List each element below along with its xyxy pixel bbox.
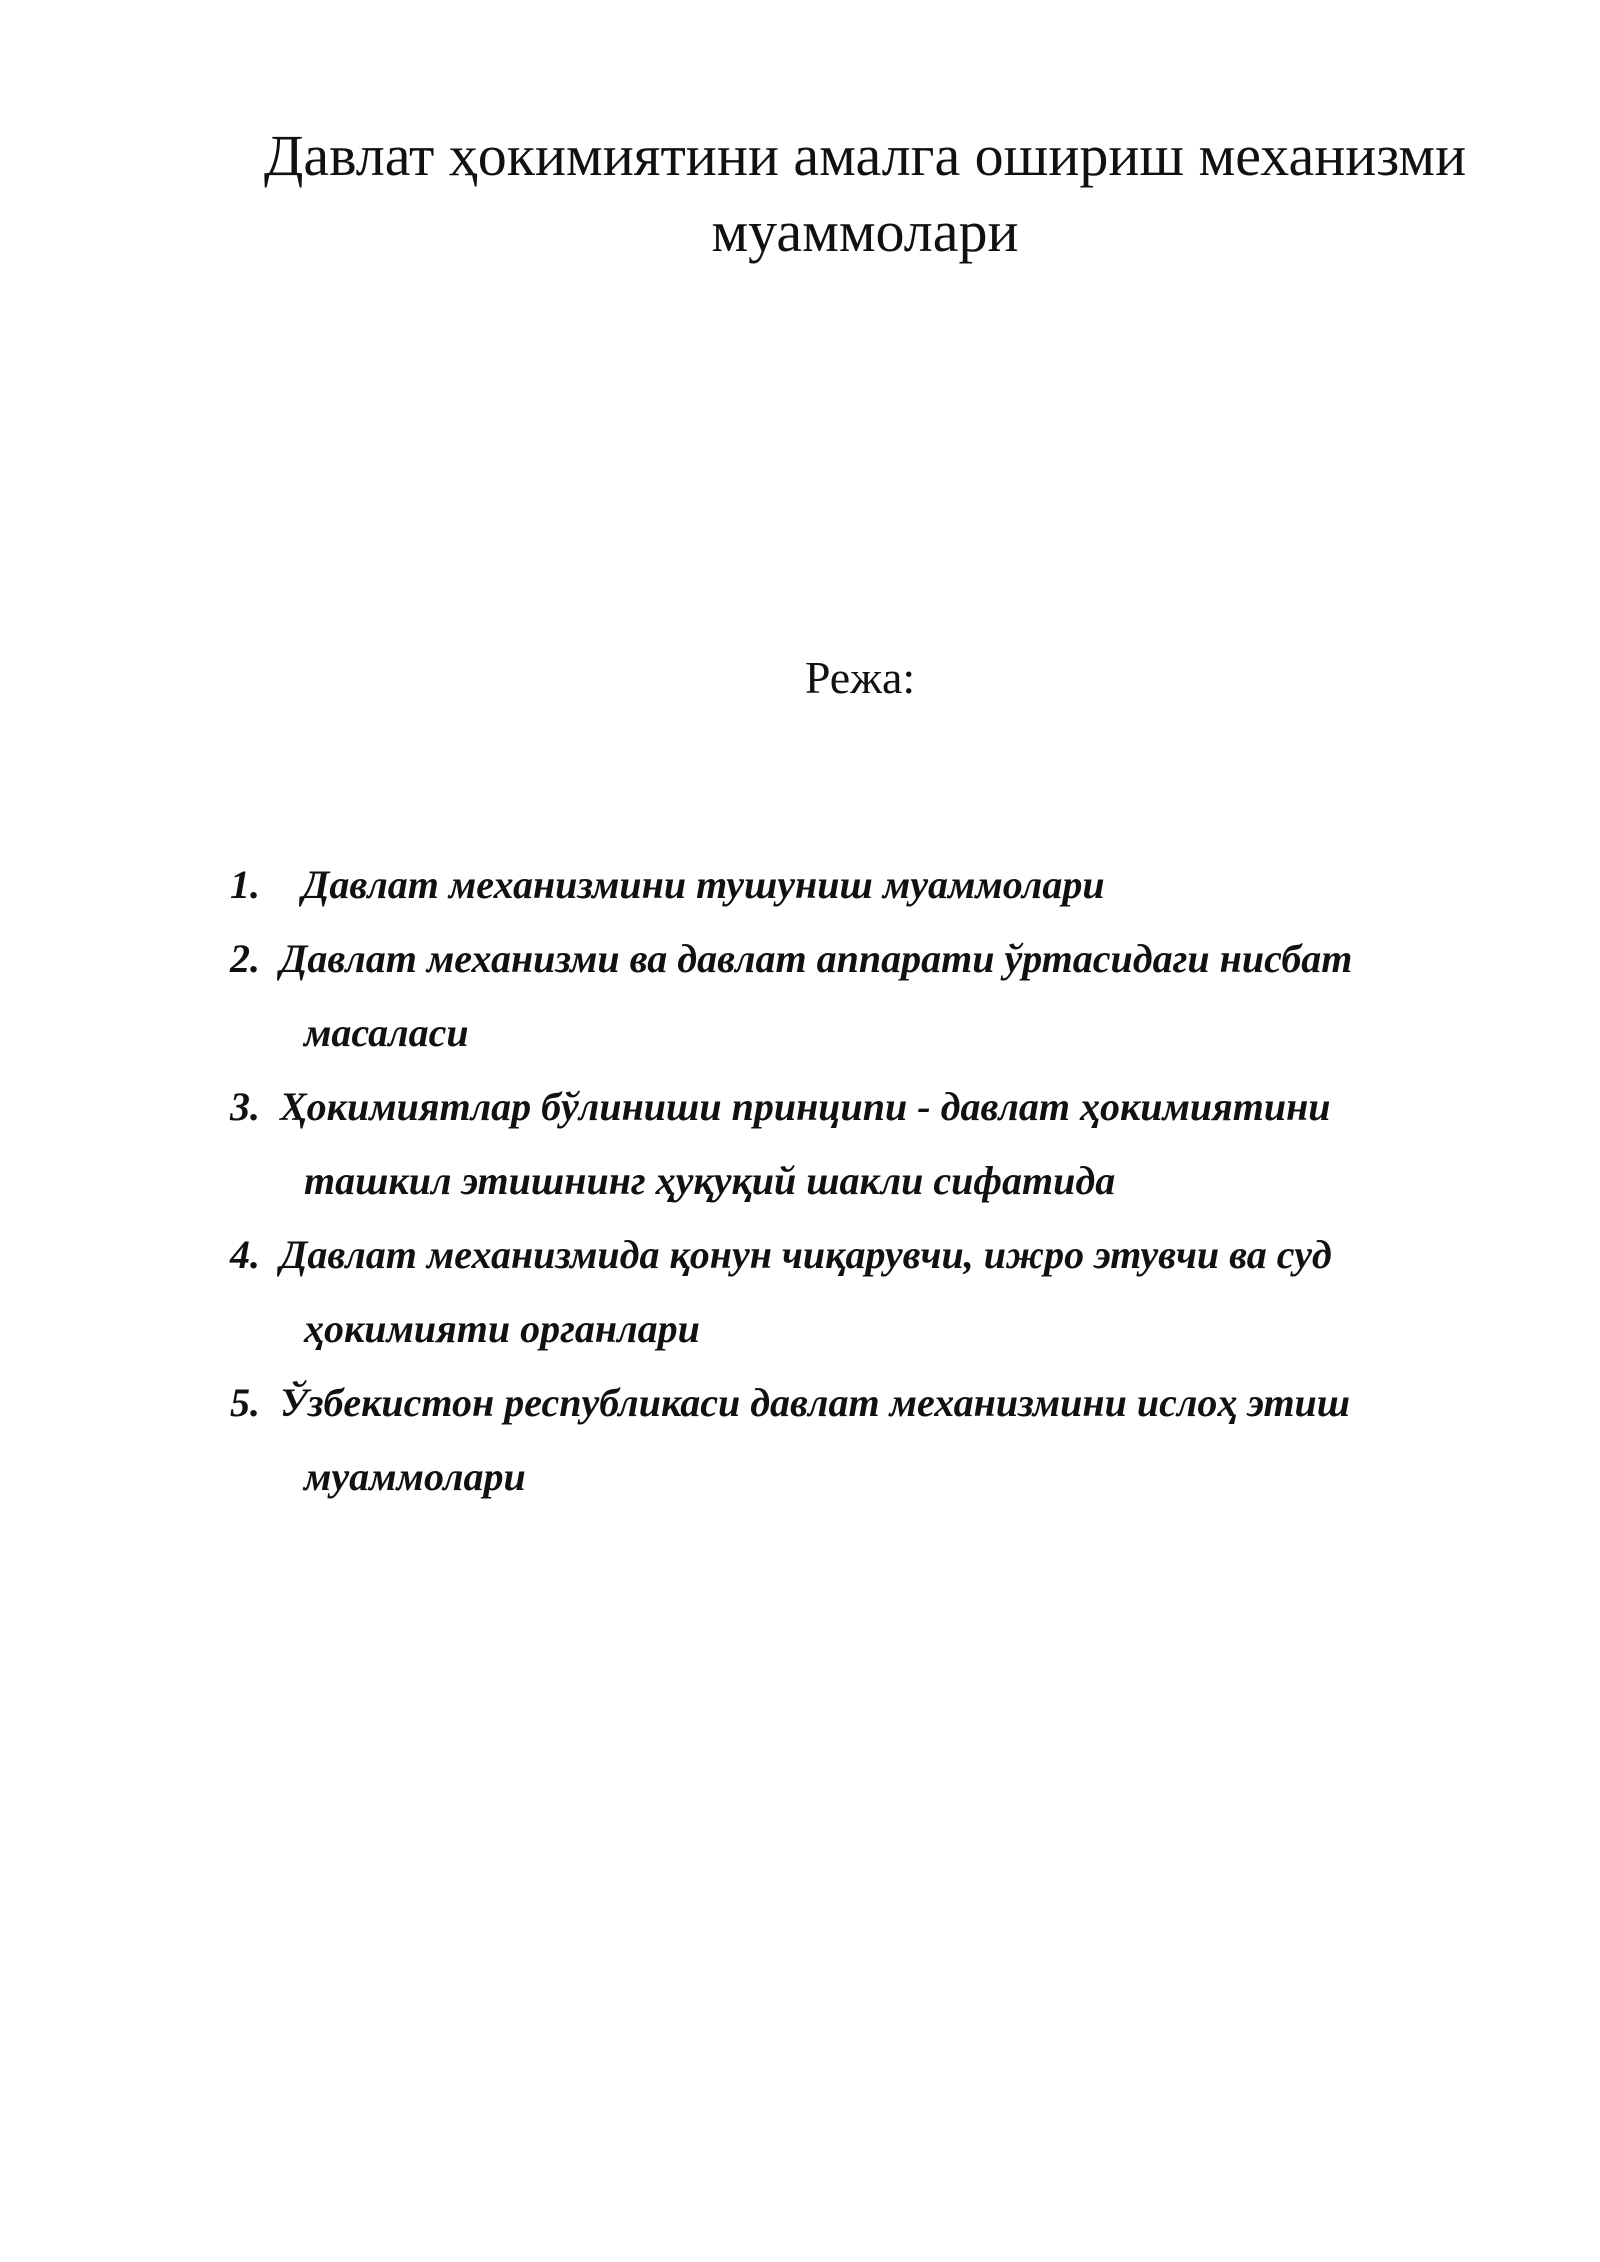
- plan-item-line: Давлат механизмини тушуниш муаммолари: [302, 862, 1105, 907]
- plan-item-number: 5.: [230, 1380, 260, 1425]
- plan-item-number: 2.: [230, 936, 260, 981]
- plan-item-5: [230, 1366, 1520, 1514]
- plan-item-line: ташкил этишнинг ҳуқуқий шакли сифатида: [304, 1158, 1116, 1203]
- plan-item-line: муаммолари: [304, 1454, 526, 1499]
- plan-item-number: 1.: [230, 862, 260, 907]
- plan-item-1: [230, 848, 1520, 922]
- plan-item-number: 4.: [230, 1232, 260, 1277]
- plan-item-line: Ҳокимиятлар бўлиниши принципи - давлат ҳокимиятини: [280, 1084, 1331, 1129]
- plan-item-text: [280, 1218, 1520, 1366]
- document-title: [200, 118, 1530, 270]
- plan-item-4: [230, 1218, 1520, 1366]
- plan-item-number: 3.: [230, 1084, 260, 1129]
- plan-item-text: [280, 1070, 1520, 1218]
- plan-item-line: Давлат механизмида қонун чиқарувчи, ижро этувчи ва суд: [280, 1232, 1332, 1277]
- title-line-1: Давлат ҳокимиятини амалга ошириш механизми: [263, 123, 1467, 188]
- title-line-2: муаммолари: [711, 199, 1019, 264]
- plan-heading: Режа:: [804, 652, 916, 703]
- plan-item-2: [230, 922, 1520, 1070]
- plan-item-line: Давлат механизми ва давлат аппарати ўртасидаги нисбат: [280, 936, 1353, 981]
- plan-item-3: [230, 1070, 1520, 1218]
- plan-item-line: Ўзбекистон республикаси давлат механизмини ислоҳ этиш: [280, 1380, 1351, 1425]
- plan-list: [230, 848, 1520, 1514]
- plan-item-line: масаласи: [304, 1010, 469, 1055]
- plan-item-text: [280, 922, 1520, 1070]
- plan-item-line: ҳокимияти органлари: [304, 1306, 700, 1351]
- plan-item-text: [280, 1366, 1520, 1514]
- plan-item-text: [302, 848, 1520, 922]
